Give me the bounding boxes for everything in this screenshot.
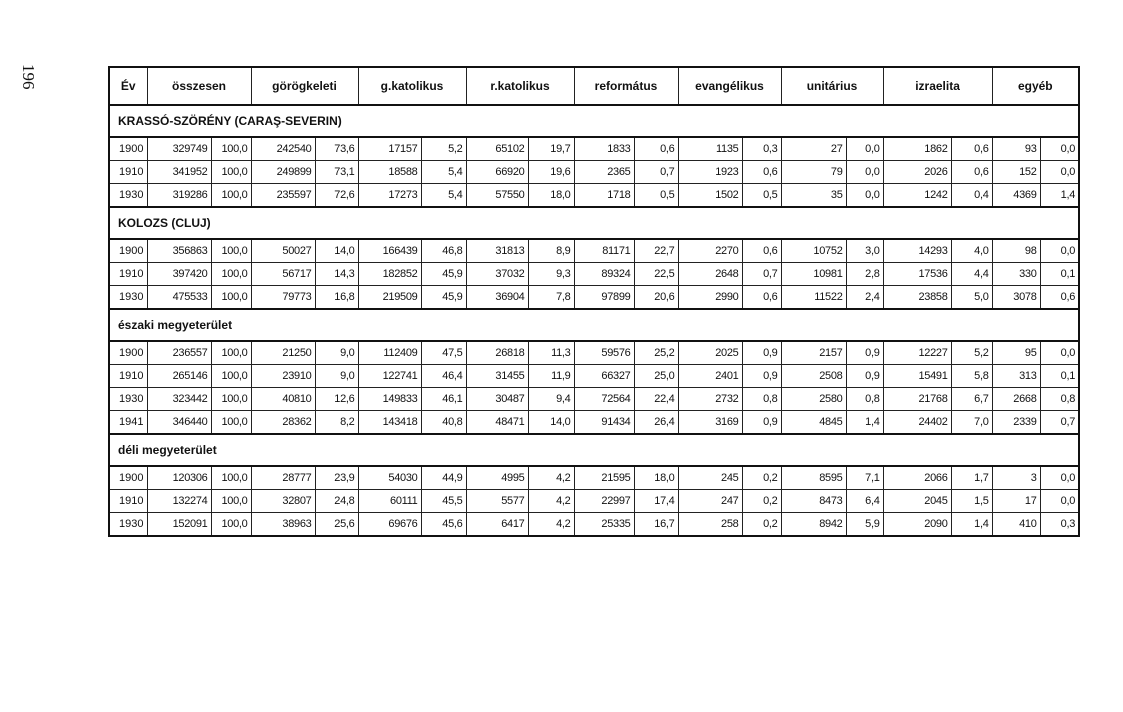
count-cell: 35 <box>781 184 846 208</box>
percent-cell: 0,6 <box>1040 286 1079 310</box>
col-header-total: összesen <box>147 67 251 105</box>
count-cell: 31455 <box>466 365 528 388</box>
count-cell: 17273 <box>358 184 421 208</box>
section-title: déli megyeterület <box>109 434 1079 466</box>
count-cell: 182852 <box>358 263 421 286</box>
count-cell: 397420 <box>147 263 211 286</box>
count-cell: 22997 <box>574 490 634 513</box>
year-cell: 1930 <box>109 286 147 310</box>
percent-cell: 0,5 <box>742 184 781 208</box>
page-number: 196 <box>19 64 38 90</box>
percent-cell: 0,9 <box>846 365 883 388</box>
percent-cell: 0,0 <box>1040 490 1079 513</box>
percent-cell: 12,6 <box>315 388 358 411</box>
count-cell: 149833 <box>358 388 421 411</box>
count-cell: 89324 <box>574 263 634 286</box>
percent-cell: 8,2 <box>315 411 358 435</box>
percent-cell: 0,5 <box>634 184 678 208</box>
count-cell: 23910 <box>251 365 315 388</box>
percent-cell: 6,7 <box>951 388 992 411</box>
percent-cell: 20,6 <box>634 286 678 310</box>
count-cell: 28362 <box>251 411 315 435</box>
percent-cell: 9,0 <box>315 365 358 388</box>
percent-cell: 9,4 <box>528 388 574 411</box>
count-cell: 57550 <box>466 184 528 208</box>
percent-cell: 25,2 <box>634 341 678 365</box>
percent-cell: 4,4 <box>951 263 992 286</box>
year-cell: 1910 <box>109 161 147 184</box>
percent-cell: 100,0 <box>211 286 251 310</box>
percent-cell: 5,0 <box>951 286 992 310</box>
percent-cell: 100,0 <box>211 263 251 286</box>
count-cell: 31813 <box>466 239 528 263</box>
count-cell: 341952 <box>147 161 211 184</box>
count-cell: 59576 <box>574 341 634 365</box>
count-cell: 356863 <box>147 239 211 263</box>
count-cell: 66327 <box>574 365 634 388</box>
percent-cell: 0,1 <box>1040 365 1079 388</box>
percent-cell: 0,0 <box>846 137 883 161</box>
count-cell: 2045 <box>883 490 951 513</box>
percent-cell: 0,4 <box>951 184 992 208</box>
percent-cell: 5,4 <box>421 161 466 184</box>
count-cell: 32807 <box>251 490 315 513</box>
count-cell: 26818 <box>466 341 528 365</box>
count-cell: 60111 <box>358 490 421 513</box>
percent-cell: 0,8 <box>846 388 883 411</box>
count-cell: 30487 <box>466 388 528 411</box>
count-cell: 79 <box>781 161 846 184</box>
percent-cell: 0,0 <box>1040 137 1079 161</box>
count-cell: 4845 <box>781 411 846 435</box>
table-row <box>109 365 1079 388</box>
count-cell: 1923 <box>678 161 742 184</box>
count-cell: 8473 <box>781 490 846 513</box>
count-cell: 27 <box>781 137 846 161</box>
percent-cell: 0,8 <box>742 388 781 411</box>
percent-cell: 14,0 <box>315 239 358 263</box>
percent-cell: 0,0 <box>1040 466 1079 490</box>
percent-cell: 0,6 <box>951 137 992 161</box>
col-header-jewish: izraelita <box>883 67 992 105</box>
percent-cell: 45,9 <box>421 263 466 286</box>
count-cell: 1862 <box>883 137 951 161</box>
count-cell: 2365 <box>574 161 634 184</box>
percent-cell: 100,0 <box>211 513 251 537</box>
count-cell: 8595 <box>781 466 846 490</box>
col-header-orthodox: görögkeleti <box>251 67 358 105</box>
section-row <box>109 309 1079 341</box>
percent-cell: 14,0 <box>528 411 574 435</box>
count-cell: 24402 <box>883 411 951 435</box>
count-cell: 346440 <box>147 411 211 435</box>
count-cell: 265146 <box>147 365 211 388</box>
percent-cell: 1,4 <box>951 513 992 537</box>
percent-cell: 16,7 <box>634 513 678 537</box>
count-cell: 475533 <box>147 286 211 310</box>
count-cell: 56717 <box>251 263 315 286</box>
count-cell: 122741 <box>358 365 421 388</box>
percent-cell: 0,6 <box>742 239 781 263</box>
percent-cell: 73,6 <box>315 137 358 161</box>
percent-cell: 0,9 <box>846 341 883 365</box>
percent-cell: 46,8 <box>421 239 466 263</box>
count-cell: 21595 <box>574 466 634 490</box>
percent-cell: 23,9 <box>315 466 358 490</box>
table-row <box>109 239 1079 263</box>
year-cell: 1910 <box>109 490 147 513</box>
percent-cell: 7,0 <box>951 411 992 435</box>
percent-cell: 46,4 <box>421 365 466 388</box>
percent-cell: 46,1 <box>421 388 466 411</box>
percent-cell: 0,0 <box>846 161 883 184</box>
count-cell: 1135 <box>678 137 742 161</box>
count-cell: 23858 <box>883 286 951 310</box>
percent-cell: 45,6 <box>421 513 466 537</box>
count-cell: 2270 <box>678 239 742 263</box>
table-row <box>109 341 1079 365</box>
count-cell: 4369 <box>992 184 1040 208</box>
count-cell: 21768 <box>883 388 951 411</box>
col-header-unitarian: unitárius <box>781 67 883 105</box>
section-row <box>109 105 1079 137</box>
count-cell: 219509 <box>358 286 421 310</box>
col-header-roman-catholic: r.katolikus <box>466 67 574 105</box>
section-row <box>109 434 1079 466</box>
percent-cell: 0,0 <box>1040 341 1079 365</box>
percent-cell: 1,4 <box>1040 184 1079 208</box>
count-cell: 112409 <box>358 341 421 365</box>
percent-cell: 16,8 <box>315 286 358 310</box>
percent-cell: 0,3 <box>1040 513 1079 537</box>
col-header-greek-catholic: g.katolikus <box>358 67 466 105</box>
percent-cell: 5,9 <box>846 513 883 537</box>
percent-cell: 47,5 <box>421 341 466 365</box>
count-cell: 40810 <box>251 388 315 411</box>
percent-cell: 45,9 <box>421 286 466 310</box>
percent-cell: 0,6 <box>634 137 678 161</box>
percent-cell: 0,9 <box>742 411 781 435</box>
count-cell: 132274 <box>147 490 211 513</box>
table-row <box>109 263 1079 286</box>
year-cell: 1910 <box>109 263 147 286</box>
count-cell: 247 <box>678 490 742 513</box>
percent-cell: 2,4 <box>846 286 883 310</box>
table-row <box>109 466 1079 490</box>
count-cell: 17 <box>992 490 1040 513</box>
percent-cell: 9,0 <box>315 341 358 365</box>
percent-cell: 40,8 <box>421 411 466 435</box>
count-cell: 235597 <box>251 184 315 208</box>
count-cell: 50027 <box>251 239 315 263</box>
table-row <box>109 490 1079 513</box>
percent-cell: 18,0 <box>528 184 574 208</box>
percent-cell: 3,0 <box>846 239 883 263</box>
count-cell: 17157 <box>358 137 421 161</box>
count-cell: 65102 <box>466 137 528 161</box>
count-cell: 95 <box>992 341 1040 365</box>
percent-cell: 0,9 <box>742 365 781 388</box>
count-cell: 1833 <box>574 137 634 161</box>
count-cell: 18588 <box>358 161 421 184</box>
count-cell: 14293 <box>883 239 951 263</box>
percent-cell: 0,1 <box>1040 263 1079 286</box>
count-cell: 2990 <box>678 286 742 310</box>
percent-cell: 0,2 <box>742 466 781 490</box>
table-row <box>109 388 1079 411</box>
count-cell: 91434 <box>574 411 634 435</box>
count-cell: 120306 <box>147 466 211 490</box>
count-cell: 313 <box>992 365 1040 388</box>
count-cell: 15491 <box>883 365 951 388</box>
count-cell: 79773 <box>251 286 315 310</box>
count-cell: 166439 <box>358 239 421 263</box>
percent-cell: 14,3 <box>315 263 358 286</box>
percent-cell: 11,3 <box>528 341 574 365</box>
percent-cell: 100,0 <box>211 239 251 263</box>
percent-cell: 0,9 <box>742 341 781 365</box>
count-cell: 329749 <box>147 137 211 161</box>
percent-cell: 4,2 <box>528 490 574 513</box>
count-cell: 6417 <box>466 513 528 537</box>
count-cell: 143418 <box>358 411 421 435</box>
count-cell: 93 <box>992 137 1040 161</box>
col-header-year: Év <box>109 67 147 105</box>
year-cell: 1900 <box>109 466 147 490</box>
religion-statistics-table <box>108 66 1080 537</box>
table-row <box>109 137 1079 161</box>
count-cell: 2090 <box>883 513 951 537</box>
count-cell: 21250 <box>251 341 315 365</box>
count-cell: 258 <box>678 513 742 537</box>
percent-cell: 4,0 <box>951 239 992 263</box>
count-cell: 2025 <box>678 341 742 365</box>
percent-cell: 8,9 <box>528 239 574 263</box>
count-cell: 236557 <box>147 341 211 365</box>
percent-cell: 5,2 <box>421 137 466 161</box>
count-cell: 1502 <box>678 184 742 208</box>
percent-cell: 9,3 <box>528 263 574 286</box>
percent-cell: 18,0 <box>634 466 678 490</box>
table-body <box>109 105 1079 536</box>
year-cell: 1941 <box>109 411 147 435</box>
percent-cell: 0,6 <box>951 161 992 184</box>
count-cell: 36904 <box>466 286 528 310</box>
percent-cell: 25,6 <box>315 513 358 537</box>
count-cell: 2157 <box>781 341 846 365</box>
percent-cell: 100,0 <box>211 137 251 161</box>
percent-cell: 5,4 <box>421 184 466 208</box>
percent-cell: 0,7 <box>742 263 781 286</box>
count-cell: 10752 <box>781 239 846 263</box>
percent-cell: 100,0 <box>211 411 251 435</box>
section-title: KRASSÓ-SZÖRÉNY (CARAŞ-SEVERIN) <box>109 105 1079 137</box>
percent-cell: 4,2 <box>528 513 574 537</box>
count-cell: 319286 <box>147 184 211 208</box>
percent-cell: 22,4 <box>634 388 678 411</box>
percent-cell: 0,7 <box>634 161 678 184</box>
section-title: északi megyeterület <box>109 309 1079 341</box>
count-cell: 330 <box>992 263 1040 286</box>
count-cell: 2026 <box>883 161 951 184</box>
religion-statistics-table-container <box>108 66 1078 537</box>
count-cell: 242540 <box>251 137 315 161</box>
percent-cell: 1,7 <box>951 466 992 490</box>
count-cell: 25335 <box>574 513 634 537</box>
percent-cell: 0,0 <box>1040 239 1079 263</box>
percent-cell: 0,8 <box>1040 388 1079 411</box>
year-cell: 1930 <box>109 184 147 208</box>
percent-cell: 7,8 <box>528 286 574 310</box>
percent-cell: 0,0 <box>1040 161 1079 184</box>
percent-cell: 4,2 <box>528 466 574 490</box>
year-cell: 1900 <box>109 239 147 263</box>
count-cell: 10981 <box>781 263 846 286</box>
percent-cell: 0,0 <box>846 184 883 208</box>
year-cell: 1900 <box>109 137 147 161</box>
count-cell: 3169 <box>678 411 742 435</box>
count-cell: 38963 <box>251 513 315 537</box>
count-cell: 48471 <box>466 411 528 435</box>
percent-cell: 22,5 <box>634 263 678 286</box>
percent-cell: 100,0 <box>211 365 251 388</box>
percent-cell: 11,9 <box>528 365 574 388</box>
percent-cell: 0,3 <box>742 137 781 161</box>
count-cell: 37032 <box>466 263 528 286</box>
table-row <box>109 184 1079 208</box>
percent-cell: 2,8 <box>846 263 883 286</box>
count-cell: 2401 <box>678 365 742 388</box>
percent-cell: 0,7 <box>1040 411 1079 435</box>
count-cell: 2066 <box>883 466 951 490</box>
percent-cell: 0,6 <box>742 286 781 310</box>
percent-cell: 100,0 <box>211 184 251 208</box>
percent-cell: 72,6 <box>315 184 358 208</box>
table-row <box>109 161 1079 184</box>
percent-cell: 1,5 <box>951 490 992 513</box>
percent-cell: 100,0 <box>211 466 251 490</box>
count-cell: 98 <box>992 239 1040 263</box>
count-cell: 3 <box>992 466 1040 490</box>
percent-cell: 7,1 <box>846 466 883 490</box>
count-cell: 2732 <box>678 388 742 411</box>
count-cell: 54030 <box>358 466 421 490</box>
count-cell: 8942 <box>781 513 846 537</box>
count-cell: 249899 <box>251 161 315 184</box>
percent-cell: 0,6 <box>742 161 781 184</box>
count-cell: 323442 <box>147 388 211 411</box>
table-row <box>109 286 1079 310</box>
percent-cell: 22,7 <box>634 239 678 263</box>
year-cell: 1900 <box>109 341 147 365</box>
table-row <box>109 411 1079 435</box>
count-cell: 1242 <box>883 184 951 208</box>
section-row <box>109 207 1079 239</box>
percent-cell: 25,0 <box>634 365 678 388</box>
count-cell: 2648 <box>678 263 742 286</box>
count-cell: 2668 <box>992 388 1040 411</box>
percent-cell: 0,2 <box>742 490 781 513</box>
count-cell: 12227 <box>883 341 951 365</box>
count-cell: 2580 <box>781 388 846 411</box>
count-cell: 152 <box>992 161 1040 184</box>
percent-cell: 73,1 <box>315 161 358 184</box>
count-cell: 5577 <box>466 490 528 513</box>
count-cell: 69676 <box>358 513 421 537</box>
percent-cell: 6,4 <box>846 490 883 513</box>
col-header-other: egyéb <box>992 67 1079 105</box>
percent-cell: 44,9 <box>421 466 466 490</box>
percent-cell: 26,4 <box>634 411 678 435</box>
percent-cell: 19,6 <box>528 161 574 184</box>
percent-cell: 0,2 <box>742 513 781 537</box>
count-cell: 3078 <box>992 286 1040 310</box>
year-cell: 1910 <box>109 365 147 388</box>
percent-cell: 100,0 <box>211 388 251 411</box>
header-row <box>109 67 1079 105</box>
count-cell: 152091 <box>147 513 211 537</box>
count-cell: 2508 <box>781 365 846 388</box>
col-header-reformed: református <box>574 67 678 105</box>
year-cell: 1930 <box>109 513 147 537</box>
percent-cell: 1,4 <box>846 411 883 435</box>
count-cell: 72564 <box>574 388 634 411</box>
count-cell: 81171 <box>574 239 634 263</box>
percent-cell: 5,8 <box>951 365 992 388</box>
count-cell: 245 <box>678 466 742 490</box>
percent-cell: 100,0 <box>211 490 251 513</box>
count-cell: 97899 <box>574 286 634 310</box>
year-cell: 1930 <box>109 388 147 411</box>
percent-cell: 17,4 <box>634 490 678 513</box>
percent-cell: 100,0 <box>211 341 251 365</box>
table-row <box>109 513 1079 537</box>
col-header-evangelical: evangélikus <box>678 67 781 105</box>
count-cell: 4995 <box>466 466 528 490</box>
percent-cell: 24,8 <box>315 490 358 513</box>
percent-cell: 5,2 <box>951 341 992 365</box>
count-cell: 66920 <box>466 161 528 184</box>
count-cell: 2339 <box>992 411 1040 435</box>
percent-cell: 19,7 <box>528 137 574 161</box>
percent-cell: 45,5 <box>421 490 466 513</box>
count-cell: 1718 <box>574 184 634 208</box>
count-cell: 28777 <box>251 466 315 490</box>
section-title: KOLOZS (CLUJ) <box>109 207 1079 239</box>
percent-cell: 100,0 <box>211 161 251 184</box>
count-cell: 410 <box>992 513 1040 537</box>
count-cell: 17536 <box>883 263 951 286</box>
count-cell: 11522 <box>781 286 846 310</box>
